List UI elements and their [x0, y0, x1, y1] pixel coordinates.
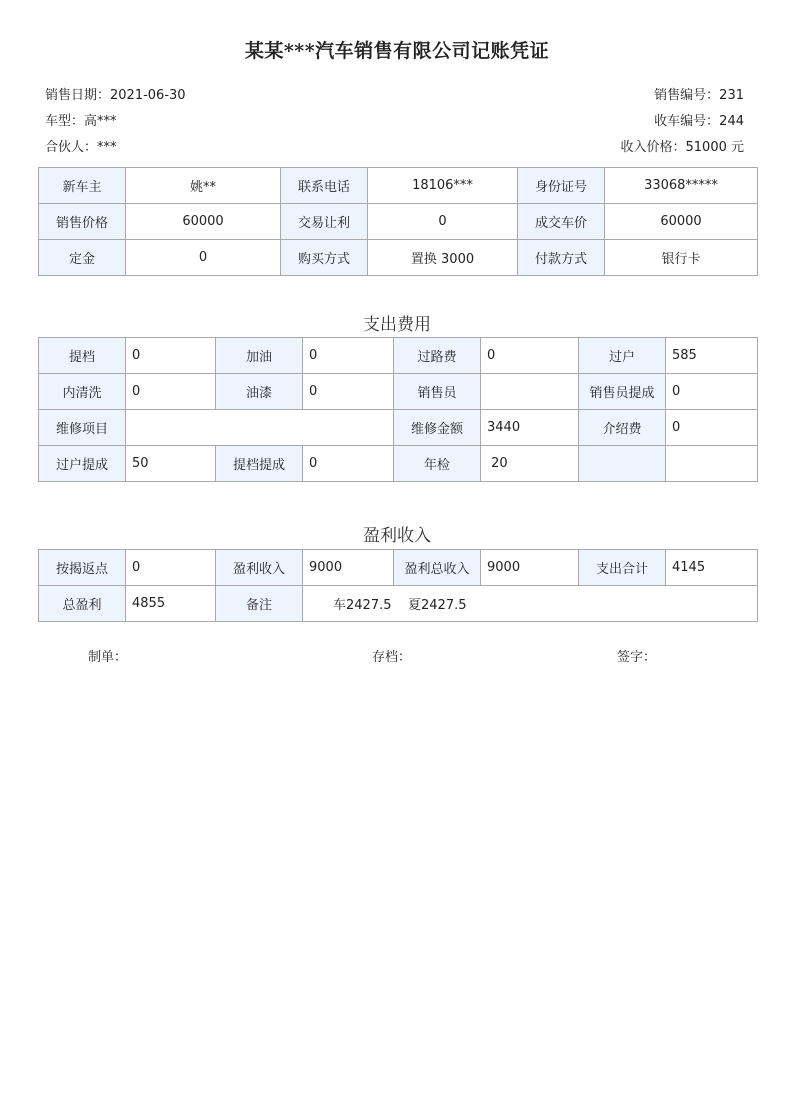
toll-label: 过路费	[394, 338, 481, 374]
sale-price-label: 销售价格	[39, 204, 126, 240]
table-row	[39, 550, 758, 586]
discount-value: 0	[368, 204, 518, 240]
table-row	[39, 204, 758, 240]
archived-by: 存档：	[372, 650, 412, 665]
id-number-label: 身份证号	[518, 168, 605, 204]
empty-label	[579, 446, 666, 482]
transfer-label: 过户	[579, 338, 666, 374]
referral-fee-value: 0	[666, 410, 758, 446]
table-row	[39, 374, 758, 410]
salesperson-label: 销售员	[394, 374, 481, 410]
interior-clean-label: 内清洗	[39, 374, 126, 410]
deposit-label: 定金	[39, 240, 126, 276]
table-row	[39, 240, 758, 276]
total-profit-income-label: 盈利总收入	[394, 550, 481, 586]
net-profit-label: 总盈利	[39, 586, 126, 622]
file-commission-label: 提档提成	[216, 446, 303, 482]
salesperson-value	[481, 374, 579, 410]
id-number-value: 33068*****	[605, 168, 758, 204]
deal-price-value: 60000	[605, 204, 758, 240]
sales-commission-label: 销售员提成	[579, 374, 666, 410]
car-model: 车型：高***	[45, 114, 117, 129]
mortgage-rebate-label: 按揭返点	[39, 550, 126, 586]
annual-inspection-label: 年检	[394, 446, 481, 482]
profit-table	[38, 549, 758, 622]
transfer-commission-label: 过户提成	[39, 446, 126, 482]
partner: 合伙人：***	[45, 140, 117, 155]
payment-method-value: 银行卡	[605, 240, 758, 276]
file-fee-value: 0	[126, 338, 216, 374]
fuel-label: 加油	[216, 338, 303, 374]
deposit-value: 0	[126, 240, 281, 276]
total-profit-income-value: 9000	[481, 550, 579, 586]
total-expense-value: 4145	[666, 550, 758, 586]
table-row	[39, 338, 758, 374]
sale-number: 销售编号：231	[654, 88, 744, 103]
repair-items-label: 维修项目	[39, 410, 126, 446]
sale-date: 销售日期：2021-06-30	[45, 88, 186, 103]
total-expense-label: 支出合计	[579, 550, 666, 586]
new-owner-value: 姚**	[126, 168, 281, 204]
sales-commission-value: 0	[666, 374, 758, 410]
repair-amount-label: 维修金额	[394, 410, 481, 446]
phone-label: 联系电话	[281, 168, 368, 204]
repair-amount-value: 3440	[481, 410, 579, 446]
transfer-value: 585	[666, 338, 758, 374]
annual-inspection-value: 20	[481, 446, 579, 482]
purchase-method-label: 购买方式	[281, 240, 368, 276]
receive-number: 收车编号：244	[654, 114, 744, 129]
file-fee-label: 提档	[39, 338, 126, 374]
expense-table	[38, 337, 758, 482]
profit-income-label: 盈利收入	[216, 550, 303, 586]
remarks-value: 车2427.5 夏2427.5	[303, 586, 758, 622]
interior-clean-value: 0	[126, 374, 216, 410]
file-commission-value: 0	[303, 446, 394, 482]
referral-fee-label: 介绍费	[579, 410, 666, 446]
profit-section-title: 盈利收入	[363, 526, 431, 546]
deal-price-label: 成交车价	[518, 204, 605, 240]
fuel-value: 0	[303, 338, 394, 374]
table-row	[39, 410, 758, 446]
paint-value: 0	[303, 374, 394, 410]
toll-value: 0	[481, 338, 579, 374]
new-owner-label: 新车主	[39, 168, 126, 204]
profit-income-value: 9000	[303, 550, 394, 586]
signature: 签字：	[617, 650, 657, 665]
table-row	[39, 586, 758, 622]
transfer-commission-value: 50	[126, 446, 216, 482]
mortgage-rebate-value: 0	[126, 550, 216, 586]
paint-label: 油漆	[216, 374, 303, 410]
payment-method-label: 付款方式	[518, 240, 605, 276]
table-row	[39, 168, 758, 204]
table-row	[39, 446, 758, 482]
sale-info-table	[38, 167, 758, 276]
prepared-by: 制单：	[88, 650, 128, 665]
receive-price: 收入价格：51000 元	[620, 140, 744, 155]
purchase-method-value: 置换 3000	[368, 240, 518, 276]
page-title: 某某***汽车销售有限公司记账凭证	[244, 40, 550, 62]
repair-items-value	[126, 410, 394, 446]
sale-price-value: 60000	[126, 204, 281, 240]
phone-value: 18106***	[368, 168, 518, 204]
discount-label: 交易让利	[281, 204, 368, 240]
net-profit-value: 4855	[126, 586, 216, 622]
remarks-label: 备注	[216, 586, 303, 622]
expense-section-title: 支出费用	[363, 315, 431, 335]
empty-value	[666, 446, 758, 482]
